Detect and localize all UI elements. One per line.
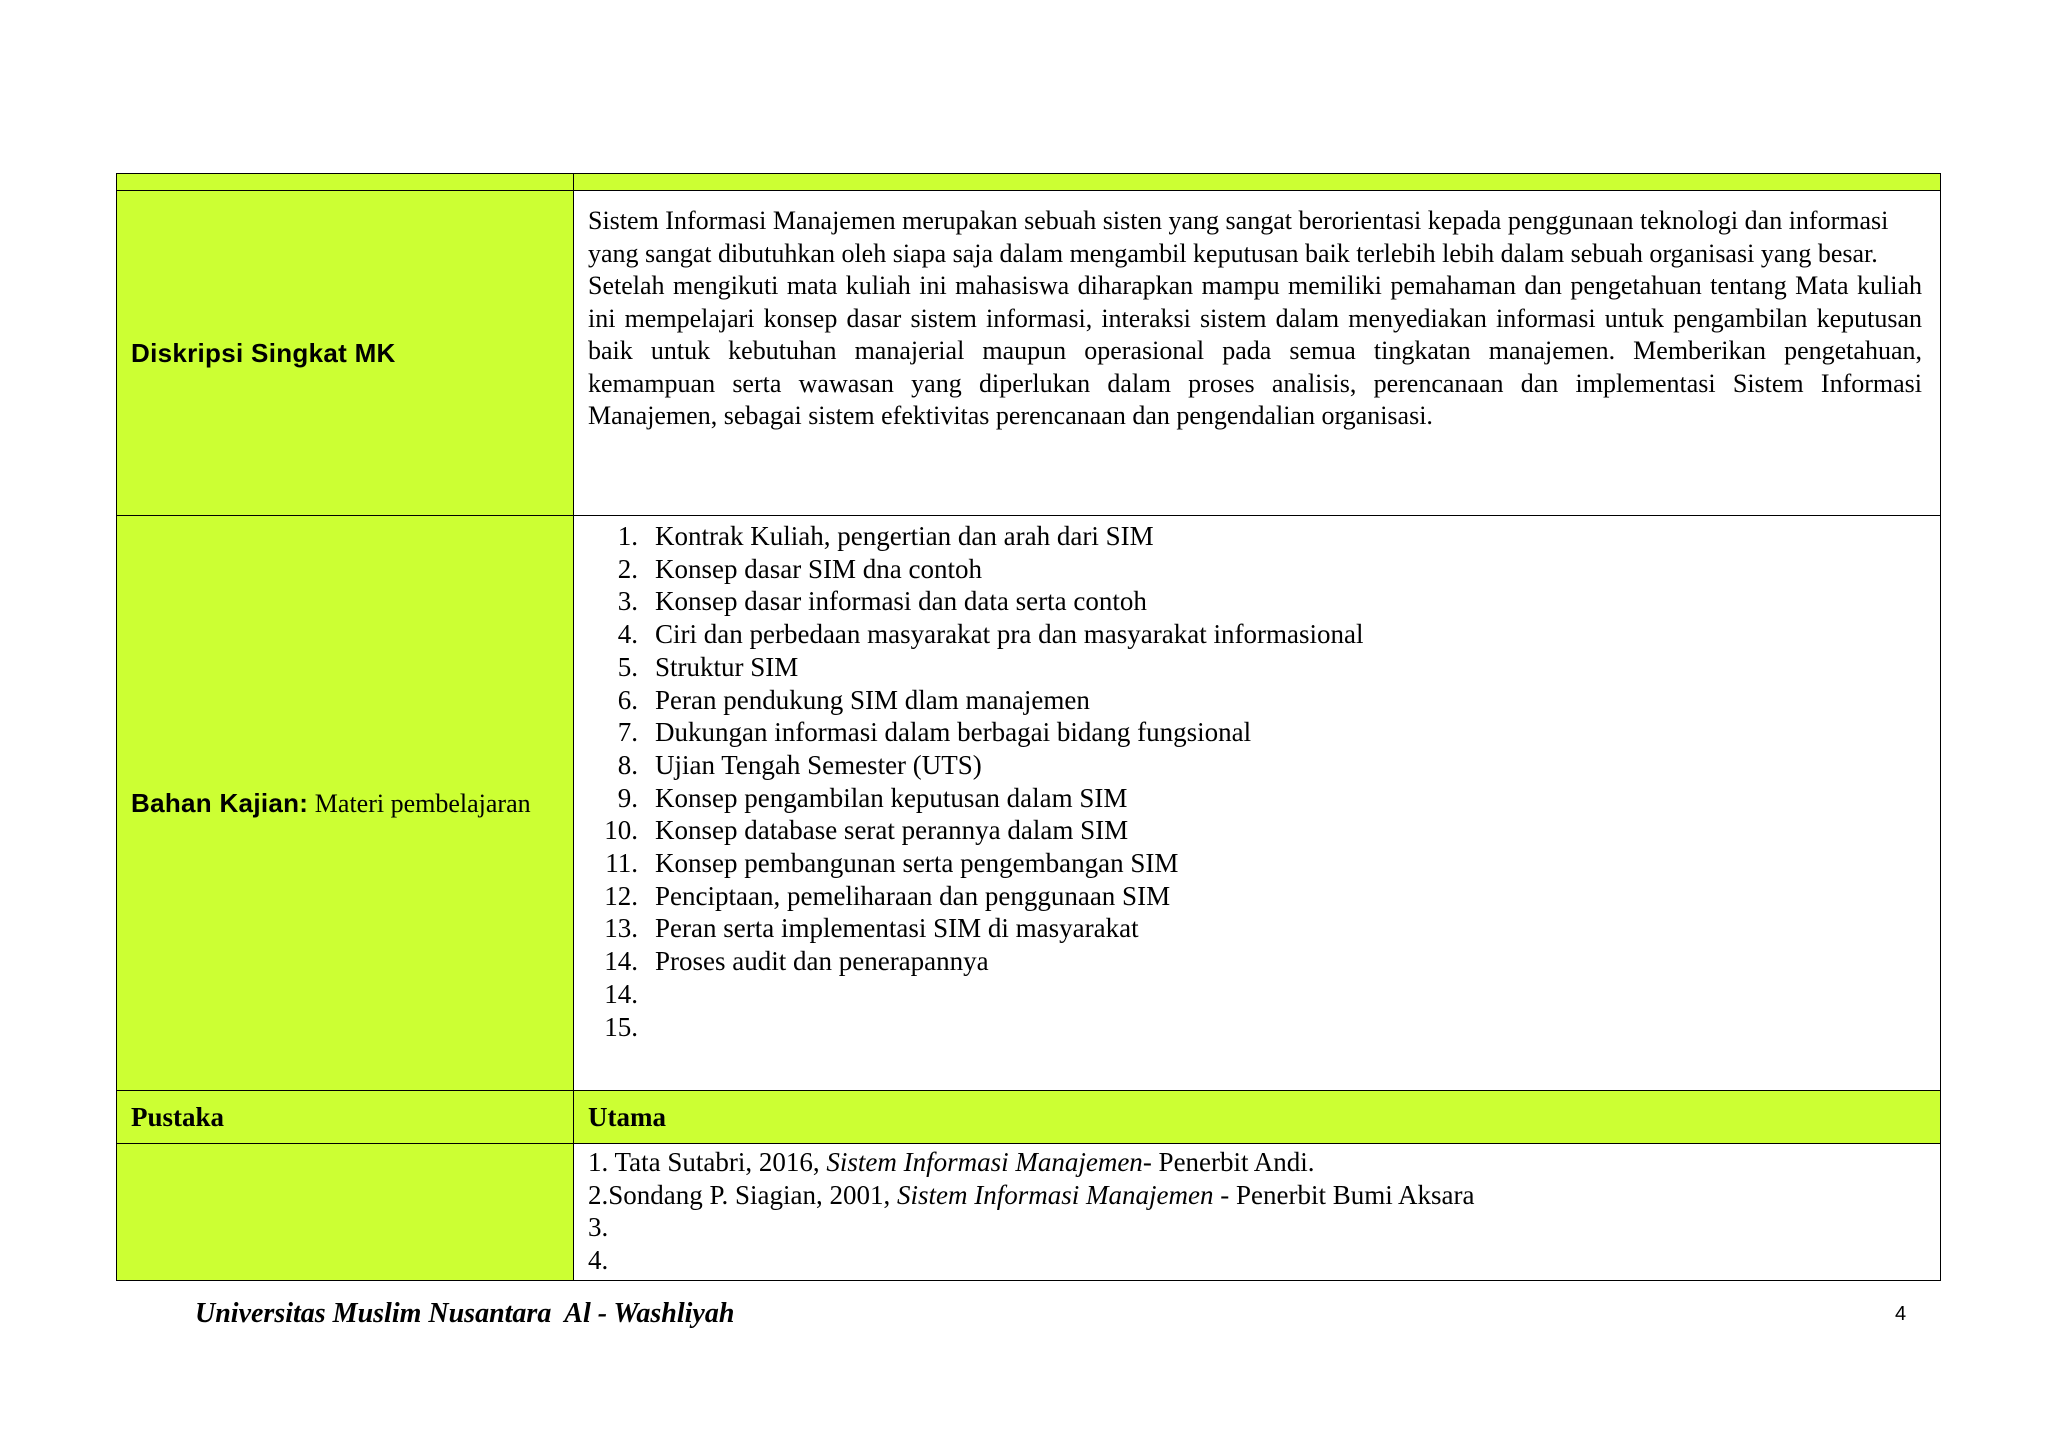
description-label-cell (117, 191, 574, 516)
list-item-text: Ujian Tengah Semester (UTS) (655, 749, 982, 780)
reference-author: 2.Sondang P. Siagian, 2001, (588, 1179, 898, 1210)
list-item (574, 716, 1940, 749)
reference-list (588, 1146, 1930, 1276)
description-paragraph-1: Sistem Informasi Manajemen merupakan sebuah sisten yang sangat berorientasi kepada penggunaan teknologi dan informasi yang sangat dibutuhkan oleh siapa saja dalam mengambil keputusan baik terlebih lebih dalam sebuah organisasi yang besar. (588, 206, 1889, 268)
list-item (574, 1011, 1940, 1044)
rps-table (116, 173, 1941, 1281)
list-item (574, 553, 1940, 586)
list-item-number: 13. (604, 913, 638, 944)
list-item-number: 1. (617, 521, 638, 551)
list-item-text: Konsep dasar informasi dan data serta contoh (655, 586, 1147, 617)
list-item-text: Struktur SIM (655, 651, 799, 682)
reference-publisher: - Penerbit Andi. (1142, 1147, 1315, 1177)
list-item (574, 684, 1940, 717)
reference-publisher: - Penerbit Bumi Aksara (1220, 1179, 1475, 1210)
list-item (574, 814, 1940, 847)
list-item-number: 15. (604, 1011, 638, 1042)
pustaka-utama-label: Utama (574, 1091, 1941, 1144)
list-item-text: Penciptaan, pemeliharaan dan penggunaan SIM (655, 880, 1171, 911)
references-label-cell (117, 1144, 574, 1281)
bahan-kajian-row (117, 516, 1941, 1091)
list-item-text: Konsep dasar SIM dna contoh (655, 553, 982, 584)
list-item-number: 14. (604, 978, 638, 1009)
list-item-number: 5. (617, 651, 638, 682)
list-item (574, 912, 1940, 945)
list-item-number: 11. (605, 848, 638, 879)
list-item-number: 8. (617, 749, 638, 780)
list-item-text: Dukungan informasi dalam berbagai bidang fungsional (655, 717, 1252, 748)
references-cell (574, 1144, 1941, 1281)
bahan-kajian-label-cell (117, 516, 574, 1091)
list-item-text (655, 1011, 1940, 1044)
list-item (574, 782, 1940, 815)
list-item (574, 585, 1940, 618)
list-item-number: 14. (604, 946, 638, 977)
list-item-text: Peran pendukung SIM dlam manajemen (655, 684, 1090, 715)
list-item-text: Konsep pembangunan serta pengembangan SIM (655, 848, 1179, 879)
list-item-number: 3. (617, 586, 638, 617)
list-item (574, 651, 1940, 684)
reference-item (588, 1211, 1930, 1244)
list-item-number: 4. (617, 619, 638, 650)
reference-author: 1. Tata Sutabri, 2016, (588, 1147, 827, 1177)
list-item-number: 6. (617, 684, 638, 715)
bahan-kajian-label-rest: Materi pembelajaran (308, 788, 531, 818)
reference-title: Sistem Informasi Manajemen (826, 1147, 1143, 1177)
list-item (574, 978, 1940, 1011)
table-header-strip (117, 174, 1941, 191)
list-item-number: 10. (604, 815, 638, 846)
list-item-text: Peran serta implementasi SIM di masyarakat (655, 913, 1139, 944)
pustaka-row (117, 1091, 1941, 1144)
footer-institution: Universitas Muslim Nusantara Al - Washliyah (195, 1298, 735, 1329)
list-item-text: Konsep pengambilan keputusan dalam SIM (655, 782, 1128, 813)
list-item (574, 880, 1940, 913)
pustaka-label: Pustaka (117, 1091, 574, 1144)
list-item-number: 9. (617, 782, 638, 813)
reference-item (588, 1146, 1930, 1179)
description-content-cell (574, 191, 1941, 516)
bahan-kajian-label-bold: Bahan Kajian: (131, 787, 309, 818)
list-item (574, 749, 1940, 782)
reference-author: 3. (588, 1212, 609, 1242)
reference-author: 4. (588, 1244, 609, 1275)
list-item-text (655, 978, 1940, 1011)
header-strip-left (117, 174, 574, 191)
references-row (117, 1144, 1941, 1281)
list-item-text: Ciri dan perbedaan masyarakat pra dan masyarakat informasional (655, 619, 1364, 650)
list-item (574, 520, 1940, 553)
list-item-text: Kontrak Kuliah, pengertian dan arah dari SIM (655, 521, 1154, 551)
list-item-number: 12. (604, 880, 638, 911)
list-item-text: Proses audit dan penerapannya (655, 946, 989, 977)
list-item-number: 7. (617, 717, 638, 748)
list-item (574, 618, 1940, 651)
description-row (117, 191, 1941, 516)
list-item-number: 2. (617, 553, 638, 584)
reference-item (588, 1179, 1930, 1212)
list-item (574, 847, 1940, 880)
reference-title: Sistem Informasi Manajemen (897, 1179, 1221, 1210)
page-number: 4 (1895, 1303, 1907, 1325)
header-strip-right (574, 174, 1941, 191)
reference-item (588, 1244, 1930, 1277)
description-paragraph-2: Setelah mengikuti mata kuliah ini mahasiswa diharapkan mampu memiliki pemahaman dan pengetahuan tentang Mata kuliah ini mempelajari konsep dasar sistem informasi, interaksi sistem dalam menyediakan informasi untuk pengambilan keputusan baik untuk kebutuhan manajerial maupun operasional pada semua tingkatan manajemen. Memberikan pengetahuan, kemampuan serta wawasan yang diperlukan dalam proses analisis, perencanaan dan implementasi Sistem Informasi Manajemen, sebagai sistem efektivitas perencanaan dan pengendalian organisasi. (588, 271, 1922, 430)
list-item-text: Konsep database serat perannya dalam SIM (655, 815, 1129, 846)
bahan-kajian-list-cell (574, 516, 1941, 1091)
topic-list (574, 520, 1940, 1043)
list-item (574, 945, 1940, 978)
description-label: Diskripsi Singkat MK (131, 337, 396, 368)
